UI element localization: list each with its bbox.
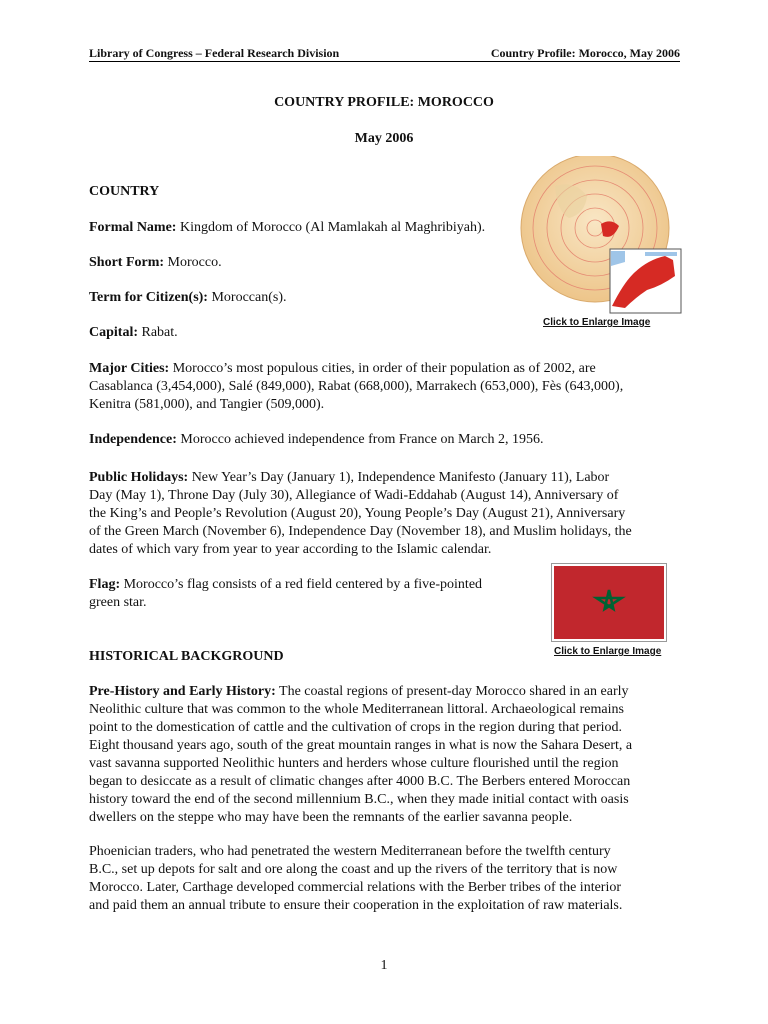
prehistory-label: Pre-History and Early History: (89, 684, 276, 699)
section-country: COUNTRY (89, 184, 160, 199)
holidays-line: Day (May 1), Throne Day (July 30), Allegiance of Wadi-Eddahab (August 14), Anniversary of (89, 488, 619, 503)
page-number: 1 (380, 958, 388, 973)
holidays-line: New Year’s Day (January 1), Independence Manifesto (January 11), Labor (188, 470, 610, 485)
flag-line: green star. (89, 595, 147, 610)
citizen-field (89, 289, 685, 307)
holidays-line: of the Green March (November 6), Independence Day (November 18), and Muslim holidays, the (89, 524, 632, 539)
holidays-label: Public Holidays: (89, 470, 189, 485)
major-cities-paragraph (89, 360, 685, 414)
phoenician-line: Phoenician traders, who had penetrated the western Mediterranean before the twelfth century (89, 844, 611, 859)
holidays-paragraph (89, 469, 685, 559)
major-cities-line: Casablanca (3,454,000), Salé (849,000), Rabat (668,000), Marrakech (653,000), Fès (643,000), (89, 379, 624, 394)
major-cities-line: Morocco’s most populous cities, in order of their population as of 2002, are (169, 361, 596, 376)
major-cities-line: Kenitra (581,000), and Tangier (509,000). (89, 397, 325, 412)
capital-value: Rabat. (138, 325, 178, 340)
prehistory-line: history toward the end of the second millennium B.C., when they made initial contact with oasis (89, 792, 629, 807)
prehistory-line: dwellers on the steppe who may have been the remnants of the earlier savanna people. (89, 810, 573, 825)
short-form-value: Morocco. (164, 255, 222, 270)
phoenician-line: B.C., set up depots for salt and ore along the coast and up the rivers of the territory that is now (89, 862, 618, 877)
independence-field (89, 431, 685, 449)
document-date: May 2006 (354, 131, 414, 146)
capital-label: Capital: (89, 325, 138, 340)
independence-value: Morocco achieved independence from France on March 2, 1956. (176, 432, 544, 447)
flag-label: Flag: (89, 577, 121, 592)
short-form-field (89, 254, 685, 272)
formal-name-label: Formal Name: (89, 220, 177, 235)
prehistory-line: Neolithic culture that was common to the whole Mediterranean littoral. Archaeological remains (89, 702, 624, 717)
page-header (89, 45, 680, 62)
morocco-flag-image[interactable] (551, 563, 667, 642)
map-enlarge-link[interactable]: Click to Enlarge Image (543, 317, 651, 328)
phoenician-paragraph (89, 843, 685, 915)
flag-enlarge-link[interactable]: Click to Enlarge Image (554, 646, 662, 657)
prehistory-line: vast savanna supported Neolithic hunters and herders whose culture flourished until the region (89, 756, 619, 771)
prehistory-line: The coastal regions of present-day Morocco shared in an early (275, 684, 629, 699)
formal-name-value: Kingdom of Morocco (Al Mamlakah al Maghribiyah). (176, 220, 486, 235)
header-left: Library of Congress – Federal Research Division (89, 46, 340, 60)
short-form-label: Short Form: (89, 255, 165, 270)
section-historical: HISTORICAL BACKGROUND (89, 649, 284, 664)
prehistory-line: point to the domestication of cattle and the cultivation of crops in the region during that period. (89, 720, 623, 735)
prehistory-line: began to desiccate as a result of climatic changes after 4000 B.C. The Berbers entered Moroccan (89, 774, 631, 789)
holidays-line: dates of which vary from year to year according to the Islamic calendar. (89, 542, 492, 557)
prehistory-paragraph (89, 683, 685, 827)
citizen-label: Term for Citizen(s): (89, 290, 208, 305)
phoenician-line: and paid them an annual tribute to ensure their cooperation in the exploitation of raw materials. (89, 898, 623, 913)
header-right: Country Profile: Morocco, May 2006 (490, 46, 680, 60)
capital-field (89, 324, 685, 342)
flag-line: Morocco’s flag consists of a red field centered by a five-pointed (120, 577, 483, 592)
formal-name-field (89, 219, 685, 237)
citizen-value: Moroccan(s). (207, 290, 287, 305)
independence-label: Independence: (89, 432, 177, 447)
document-title: COUNTRY PROFILE: MOROCCO (274, 95, 494, 110)
holidays-line: the King’s and People’s Revolution (August 20), Young People’s Day (August 21), Anniversary (89, 506, 626, 521)
flag-paragraph (89, 576, 539, 612)
prehistory-line: Eight thousand years ago, south of the great mountain ranges in what is now the Sahara Desert, a (89, 738, 633, 753)
phoenician-line: Morocco. Later, Carthage developed commercial relations with the Berber tribes of the interior (89, 880, 622, 895)
major-cities-label: Major Cities: (89, 361, 170, 376)
